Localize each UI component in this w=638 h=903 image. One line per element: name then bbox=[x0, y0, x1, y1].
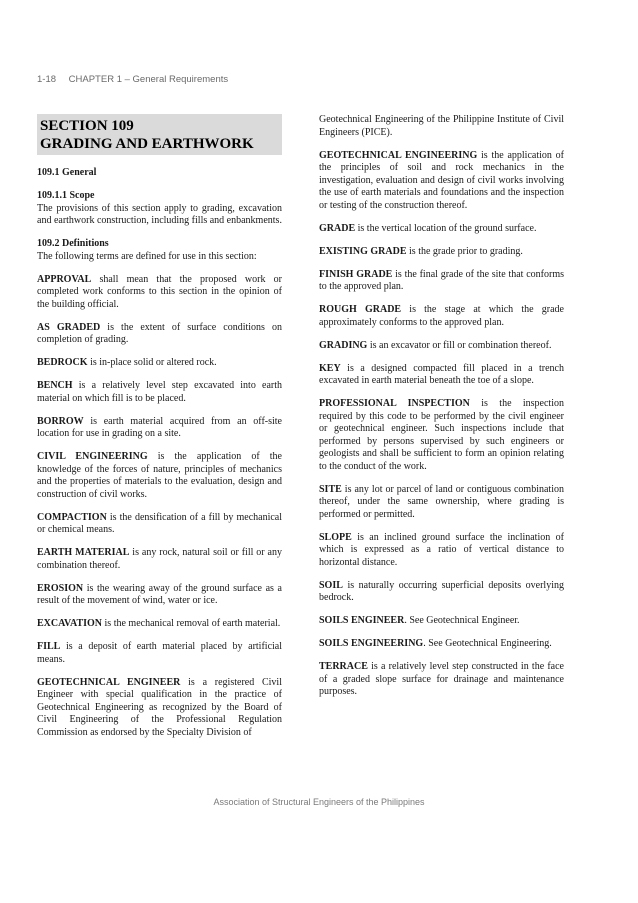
definitions-intro: The following terms are defined for use in this section: bbox=[37, 250, 257, 262]
definition-entry bbox=[37, 274, 282, 312]
definition-term: SOIL bbox=[319, 579, 343, 591]
definition-term: PROFESSIONAL INSPECTION bbox=[319, 398, 470, 409]
definitions-list-right bbox=[319, 150, 564, 699]
definition-term: SOILS ENGINEER bbox=[319, 615, 405, 626]
definition-entry bbox=[319, 150, 564, 213]
right-column bbox=[319, 114, 564, 709]
definition-entry bbox=[319, 398, 564, 473]
definition-entry bbox=[319, 532, 564, 570]
definition-term: GEOTECHNICAL ENGINEER bbox=[37, 676, 181, 688]
definition-text: is a relatively level step excavated into earth material on which fill is to be placed. bbox=[37, 380, 282, 404]
section-number: SECTION 109 bbox=[40, 118, 134, 134]
definition-text: is any lot or parcel of land or contiguous combination thereof, under the same ownership, where grading is performed or permitted. bbox=[319, 483, 564, 520]
definition-entry bbox=[37, 547, 282, 572]
definition-text: is a registered Civil Engineer with special qualification in the practice of Geotechnical Engineering as recognized by the Board of Civil Engineering of the Professional Regulation Commission as endorsed by the Specialty Division of bbox=[37, 676, 282, 738]
definition-term: BEDROCK bbox=[37, 357, 88, 368]
definitions-heading: 109.2 Definitions bbox=[37, 238, 109, 249]
definition-text: is the final grade of the site that conforms to the approved plan. bbox=[319, 268, 564, 292]
definition-entry bbox=[37, 380, 282, 405]
definition-entry bbox=[37, 677, 282, 740]
definition-entry bbox=[37, 618, 282, 631]
definition-entry bbox=[319, 223, 564, 236]
definition-term: SOILS ENGINEERING bbox=[319, 638, 424, 649]
definition-text: is an inclined ground surface the inclination of which is expressed as a ratio of vertical distance to horizontal distance. bbox=[319, 531, 564, 568]
definition-entry bbox=[37, 512, 282, 537]
page-footer: Association of Structural Engineers of the Philippines bbox=[213, 797, 425, 807]
definition-entry bbox=[319, 615, 564, 628]
scope-text: The provisions of this section apply to grading, excavation and earthwork construction, including fills and enbankments. bbox=[37, 202, 282, 226]
definitions-list-left bbox=[37, 274, 282, 740]
definition-term: TERRACE bbox=[319, 661, 368, 672]
left-column bbox=[37, 114, 282, 750]
definition-text: is the vertical location of the ground surface. bbox=[355, 222, 537, 234]
definition-text: is the application of the knowledge of the forces of nature, principles of mechanics and the properties of materials to the evaluation, design and construction of civil works. bbox=[37, 451, 282, 500]
definition-text: is a relatively level step constructed in the face of a graded slope surface for drainage and maintenance purposes. bbox=[319, 661, 564, 697]
definition-term: EARTH MATERIAL bbox=[37, 547, 130, 558]
definition-term: BENCH bbox=[37, 380, 73, 391]
definition-entry bbox=[319, 638, 564, 651]
definition-entry bbox=[319, 340, 564, 353]
definition-text: is in-place solid or altered rock. bbox=[87, 357, 217, 368]
running-header bbox=[37, 74, 228, 85]
definition-entry bbox=[319, 304, 564, 329]
definition-entry bbox=[37, 416, 282, 441]
definition-term: FILL bbox=[37, 641, 61, 652]
definition-term: GRADING bbox=[319, 339, 368, 351]
section-title-box bbox=[37, 114, 282, 155]
definition-entry bbox=[319, 269, 564, 294]
definition-term: SITE bbox=[319, 483, 342, 495]
definition-text: is the wearing away of the ground surface as a result of the movement of wind, water or ice. bbox=[37, 582, 282, 606]
definition-entry bbox=[37, 583, 282, 608]
definition-entry bbox=[319, 661, 564, 699]
definition-term: ROUGH GRADE bbox=[319, 304, 402, 315]
definition-term: FINISH GRADE bbox=[319, 268, 393, 280]
definition-text: is the grade prior to grading. bbox=[406, 245, 523, 257]
definition-term: AS GRADED bbox=[37, 321, 101, 333]
definition-entry bbox=[37, 357, 282, 370]
definition-term: EXCAVATION bbox=[37, 618, 103, 629]
definition-text: is a designed compacted fill placed in a trench excavated in earth material beneath the toe of a slope. bbox=[319, 362, 564, 386]
definition-term: SLOPE bbox=[319, 531, 352, 543]
scope-heading: 109.1.1 Scope bbox=[37, 190, 95, 201]
definition-text: is a deposit of earth material placed by artificial means. bbox=[37, 641, 282, 665]
definition-text: is the extent of surface conditions on completion of grading. bbox=[37, 321, 283, 345]
definition-term: APPROVAL bbox=[37, 273, 92, 285]
definition-entry bbox=[37, 641, 282, 666]
chapter-title: CHAPTER 1 – General Requirements bbox=[68, 74, 229, 85]
definition-term: EROSION bbox=[37, 582, 84, 594]
definition-text: . See Geotechnical Engineering. bbox=[423, 638, 552, 649]
definition-text: is any rock, natural soil or fill or any combination thereof. bbox=[37, 547, 282, 571]
definition-term: GEOTECHNICAL ENGINEERING bbox=[319, 149, 478, 161]
definition-entry bbox=[319, 246, 564, 259]
definition-term: CIVIL ENGINEERING bbox=[37, 451, 148, 462]
definition-term: BORROW bbox=[37, 415, 84, 427]
definition-text: is the stage at which the grade approximately conforms to the approved plan. bbox=[319, 304, 564, 328]
definition-entry bbox=[37, 451, 282, 501]
definition-text: is naturally occurring superficial deposits overlying bedrock. bbox=[319, 579, 564, 603]
definition-term: COMPACTION bbox=[37, 511, 107, 523]
definition-text: shall mean that the proposed work or completed work conforms to this section in the opinion of the building official. bbox=[37, 273, 282, 310]
definition-text: is earth material acquired from an off-site location for use in grading on a site. bbox=[37, 415, 282, 439]
definition-entry bbox=[319, 484, 564, 522]
definition-entry bbox=[319, 363, 564, 388]
general-heading: 109.1 General bbox=[37, 167, 97, 178]
definition-text: is the application of the principles of soil and rock mechanics in the investigation, evaluation and design of civil works involving the use of earth materials and foundations and the inspection or testing of the construction thereof. bbox=[319, 149, 564, 211]
definition-term: GRADE bbox=[319, 222, 356, 234]
definition-text: is an excavator or fill or combination thereof. bbox=[367, 339, 552, 351]
page-number: 1-18 bbox=[37, 74, 57, 85]
definition-entry bbox=[37, 322, 282, 347]
definition-term: EXISTING GRADE bbox=[319, 245, 407, 257]
definition-entry bbox=[319, 580, 564, 605]
definition-text: is the inspection required by this code to be performed by the civil engineer or geotechnical engineer. Such inspections include that performed by persons supervised by such engineers or geologists and shall be sufficient to form an opinion relating to the conduct of the work. bbox=[319, 398, 564, 472]
definition-text: is the mechanical removal of earth material. bbox=[102, 618, 281, 629]
definition-text: is the densification of a fill by mechanical or chemical means. bbox=[37, 511, 282, 535]
section-title: GRADING AND EARTHWORK bbox=[40, 136, 254, 152]
definition-continuation: Geotechnical Engineering of the Philippine Institute of Civil Engineers (PICE). bbox=[319, 114, 564, 138]
definition-term: KEY bbox=[319, 362, 341, 374]
definition-text: . See Geotechnical Engineer. bbox=[404, 615, 520, 626]
